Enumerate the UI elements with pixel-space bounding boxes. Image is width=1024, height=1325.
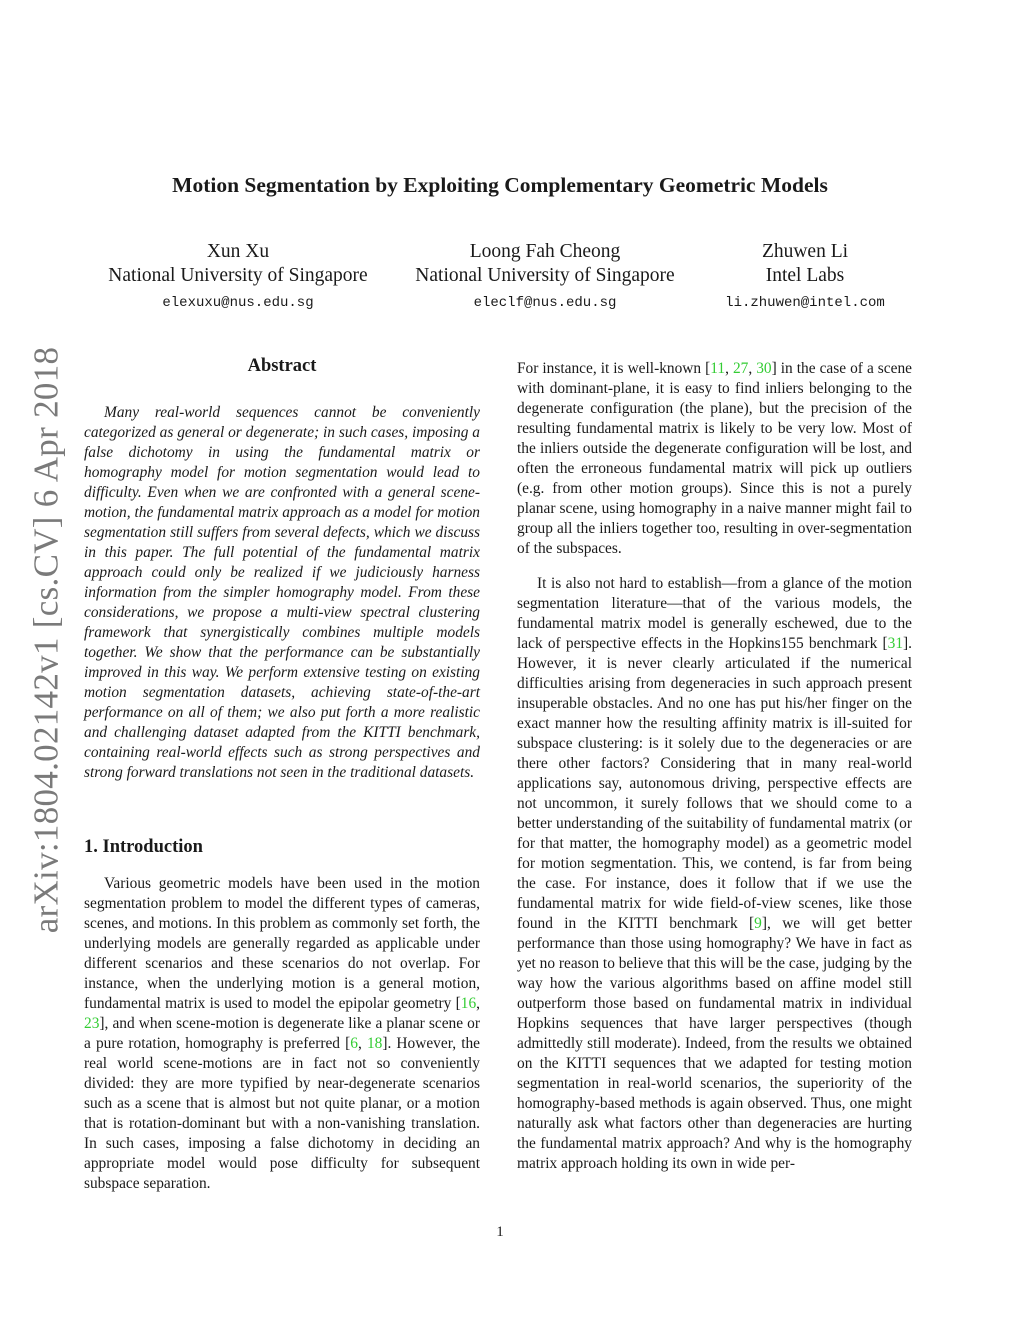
abstract-heading: Abstract — [247, 356, 317, 376]
body-paragraph: For instance, it is well-known [11, 27, 30] in the case of a scene with dominant-plane, it is easy to find inliers belonging to the degenerate configuration (the plane), but the precision of the resulting fundamental matrix is likely to be very low. Most of the inliers outside the degenerate configuration will be lost, and often the erroneous fundamental matrix will pick up outliers (e.g. from other motion groups). Since this is not a purely planar scene, using homography in a naive manner might fail to group all the inliers together too, resulting in over-segmentation of the subspaces. — [517, 360, 912, 557]
abstract-body — [84, 403, 480, 783]
arxiv-stamp — [22, 346, 70, 934]
body-paragraph: It is also not hard to establish—from a glance of the motion segmentation literature—that of the various models, the fundamental matrix model is generally eschewed, due to the lack of perspective effects in the Hopkins155 benchmark [31]. However, it is never clearly articulated if the numerical difficulties arising from degeneracies in such approach present insuperable obstacles. And no one has put his/her finger on the exact manner how the resulting affinity matrix is ill-suited for subspace clustering: is it solely due to the degeneracies or are there other factors? Considering that in many real-world applications say, autonomous driving, perspective effects are not uncommon, it surely follows that we should come to a better understanding of the suitability of fundamental matrix (or for that matter, the homography model) as a geometric model for motion segmentation. This, we contend, is far from being the case. For instance, does it follow that if we use the fundamental matrix for wide field-of-view scenes, like those found in the KITTI benchmark [9], we will get better performance than those using homography? We have in fact as yet no reason to believe that this will be the case, judging by the way how the various algorithms based on affine model still outperform those based on fundamental matrix in individual Hopkins sequences that have larger perspectives (though admittedly still moderate). Indeed, from the results we obtained on the KITTI sequences that we adapted for testing motion segmentation in real-world scenarios, the superiority of the homography-based methods is again observed. Thus, one might naturally ask what factors other than degeneracies are hurting the fundamental matrix approach? And why is the homography matrix approach holding its own in wide per- — [517, 575, 912, 1172]
author-affiliation: National University of Singapore — [108, 265, 368, 286]
author-name: Zhuwen Li — [761, 241, 849, 262]
introduction-body — [84, 874, 480, 1194]
citation-link[interactable]: 9 — [754, 915, 762, 932]
author-affiliation: National University of Singapore — [415, 265, 675, 286]
intro-paragraph: Various geometric models have been used in the motion segmentation problem to model the different types of cameras, scenes, and motions. In this problem as commonly set forth, the underlying models are generally regarded as applicable under different scenarios and these scenarios do not overlap. For instance, when the underlying motion is a general motion, fundamental matrix is used to model the epipolar geometry [16, 23], and when scene-motion is degenerate like a planar scene or a pure rotation, homography is preferred [6, 18]. However, the real world scene-motions are in fact not so conveniently divided: they are more typified by near-degenerate scenarios such as a scene that is almost but not quite planar, or a motion that is rotation-dominant but with a non-vanishing translation. In such cases, imposing a false dichotomy in deciding an appropriate model would pose difficulty for subsequent subspace separation. — [84, 875, 480, 1192]
citation-link[interactable]: 23 — [84, 1015, 100, 1032]
section-heading-introduction: 1. Introduction — [84, 837, 203, 857]
author-name: Loong Fah Cheong — [469, 241, 621, 262]
author-affiliation: Intel Labs — [765, 265, 845, 286]
right-column — [517, 359, 912, 1174]
citation-link[interactable]: 11 — [710, 360, 726, 377]
author-block — [92, 240, 384, 318]
citation-link[interactable]: 27 — [732, 360, 749, 377]
abstract-text: Many real-world sequences cannot be conveniently categorized as general or degenerate; in such cases, imposing a false dichotomy in using the fundamental matrix or homography model for motion segmentation would lead to difficulty. Even when we are confronted with a general scene-motion, the fundamental matrix approach as a model for motion segmentation still suffers from several defects, which we discuss in this paper. The full potential of the fundamental matrix approach could only be realized if we judiciously harness information from the simpler homography model. From these considerations, we propose a multi-view spectral clustering framework that synergistically combines multiple models together. We show that the performance can be substantially improved in this way. We perform extensive testing on existing motion segmentation datasets, achieving state-of-the-art performance on all of them; we also put forth a more realistic and challenging dataset adapted from the KITTI benchmark, containing real-world effects such as strong perspectives and strong forward translations not seen in the traditional datasets. — [84, 404, 480, 781]
author-block — [705, 240, 905, 318]
citation-link[interactable]: 16 — [460, 995, 477, 1012]
citation-link[interactable]: 18 — [366, 1035, 383, 1052]
author-email[interactable]: elexuxu@nus.edu.sg — [162, 295, 314, 311]
author-email[interactable]: li.zhuwen@intel.com — [725, 295, 885, 311]
arxiv-id: arXiv:1804.02142v1 [cs.CV] 6 Apr 2018 — [26, 346, 66, 934]
paper-title: Motion Segmentation by Exploiting Complementary Geometric Models — [172, 173, 828, 197]
author-block — [400, 240, 690, 318]
page-number: 1 — [496, 1224, 504, 1240]
author-name: Xun Xu — [206, 241, 270, 262]
author-email[interactable]: eleclf@nus.edu.sg — [473, 295, 617, 311]
citation-link[interactable]: 31 — [887, 635, 904, 652]
citation-link[interactable]: 30 — [756, 360, 772, 377]
citation-link[interactable]: 6 — [350, 1035, 358, 1052]
